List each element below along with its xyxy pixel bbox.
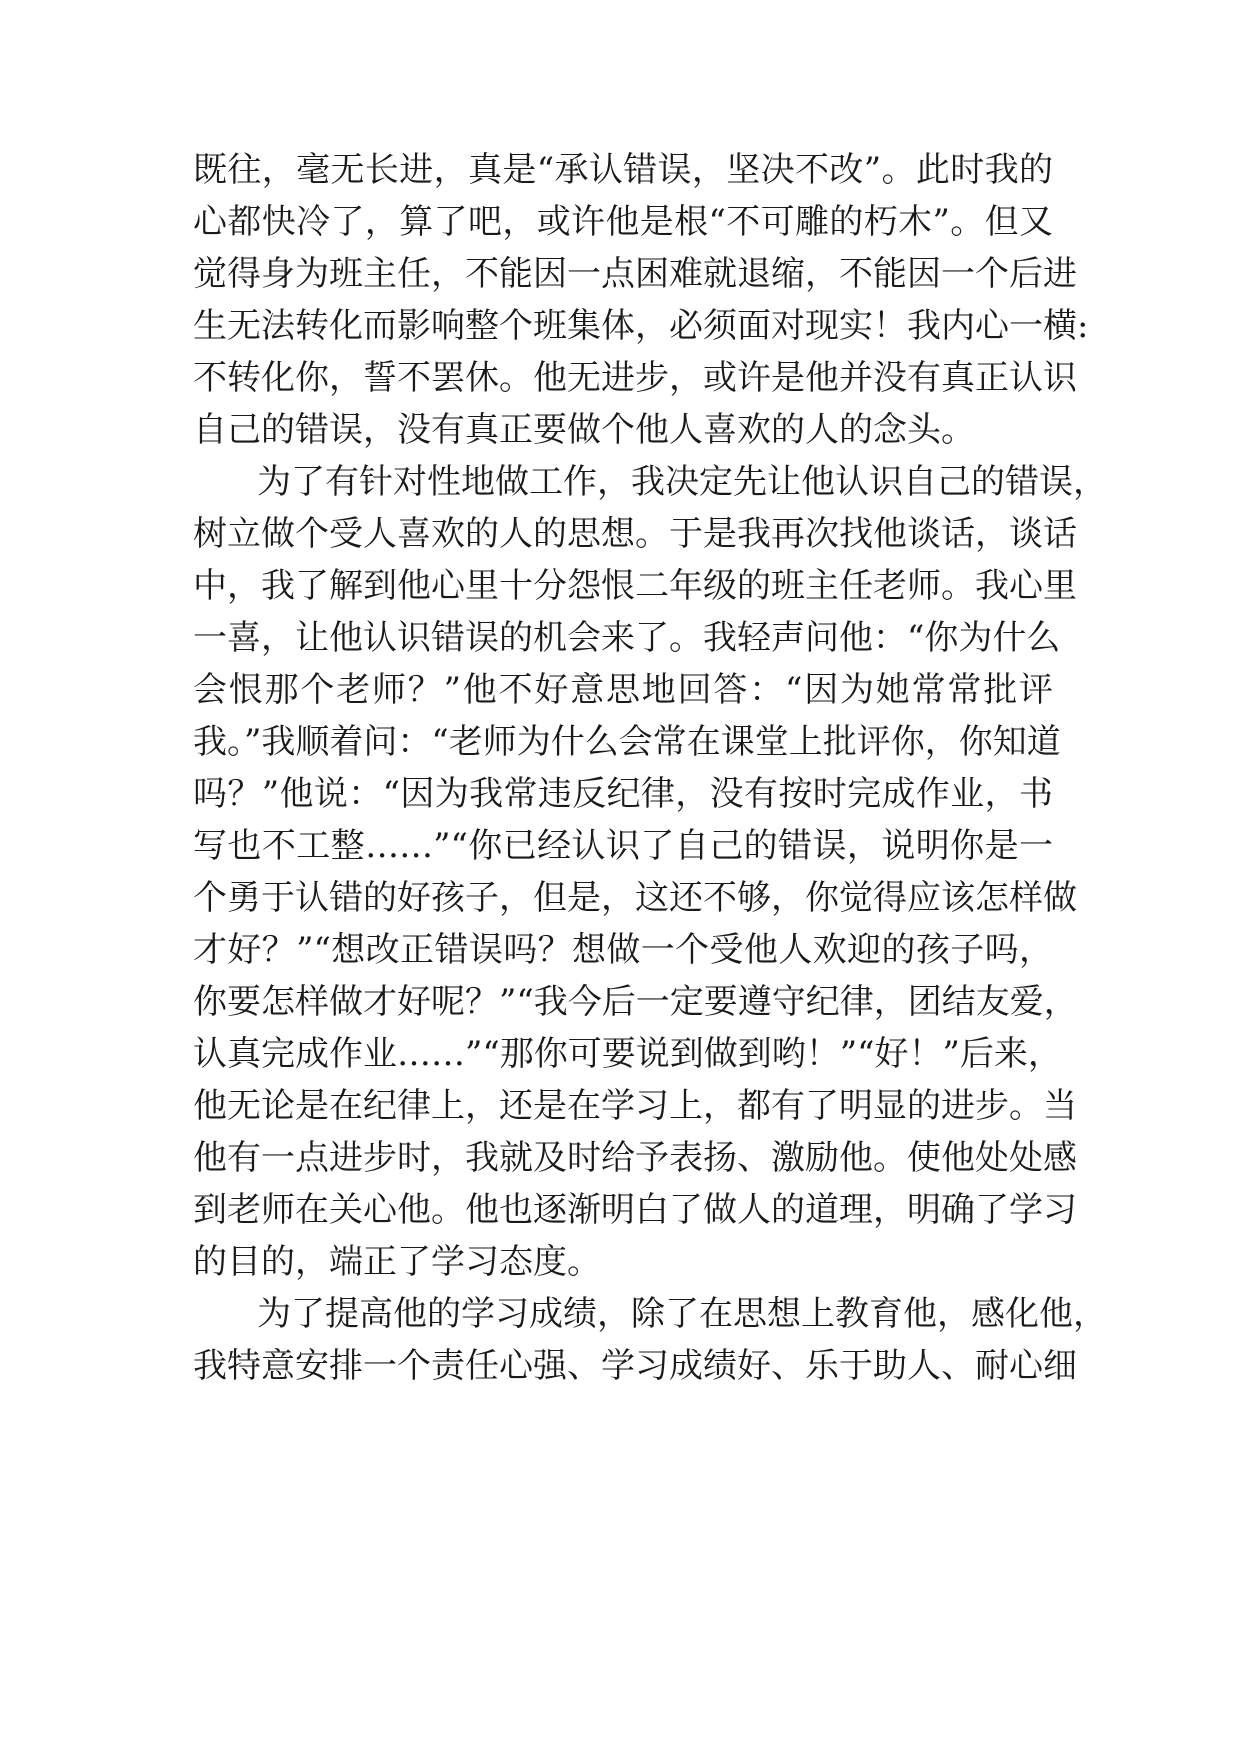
paragraph-2-line-16: 的目的，端正了学习态度。 — [193, 1242, 601, 1282]
paragraph-2-line-14: 他有一点进步时，我就及时给予表扬、激励他。使他处处感 — [193, 1138, 1077, 1178]
paragraph-1-line-3: 觉得身为班主任，不能因一点困难就退缩，不能因一个后进 — [193, 254, 1077, 294]
paragraph-2-line-9: 个勇于认错的好孩子，但是，这还不够，你觉得应该怎样做 — [193, 878, 1077, 918]
paragraph-1-line-2: 心都快冷了，算了吧，或许他是根“不可雕的朽木”。但又 — [193, 202, 1053, 242]
paragraph-2-line-13: 他无论是在纪律上，还是在学习上，都有了明显的进步。当 — [193, 1086, 1077, 1126]
paragraph-2-line-15: 到老师在关心他。他也逐渐明白了做人的道理，明确了学习 — [193, 1190, 1077, 1230]
paragraph-1-line-1: 既往，毫无长进，真是“承认错误，坚决不改”。此时我的 — [193, 150, 1053, 190]
paragraph-3-line-1: 为了提高他的学习成绩，除了在思想上教育他，感化他， — [257, 1294, 1107, 1334]
paragraph-2-line-6: 我。”我顺着问：“老师为什么会常在课堂上批评你，你知道 — [193, 722, 1061, 762]
paragraph-2-line-8: 写也不工整……”“你已经认识了自己的错误，说明你是一 — [193, 826, 1053, 866]
paragraph-2-line-2: 树立做个受人喜欢的人的思想。于是我再次找他谈话，谈话 — [193, 514, 1077, 554]
paragraph-1-line-4: 生无法转化而影响整个班集体，必须面对现实！我内心一横: — [193, 306, 1089, 346]
paragraph-2-line-7: 吗？”他说：“因为我常违反纪律，没有按时完成作业，书 — [193, 774, 1053, 814]
paragraph-2-line-1: 为了有针对性地做工作，我决定先让他认识自己的错误， — [257, 462, 1107, 502]
paragraph-1-line-5: 不转化你，誓不罢休。他无进步，或许是他并没有真正认识 — [193, 358, 1077, 398]
paragraph-3-line-2: 我特意安排一个责任心强、学习成绩好、乐于助人、耐心细 — [193, 1346, 1077, 1386]
paragraph-2-line-10: 才好？”“想改正错误吗？想做一个受他人欢迎的孩子吗， — [193, 930, 1053, 970]
paragraph-2-line-11: 你要怎样做才好呢？”“我今后一定要遵守纪律，团结友爱， — [193, 982, 1078, 1022]
paragraph-1-line-6: 自己的错误，没有真正要做个他人喜欢的人的念头。 — [193, 410, 975, 450]
paragraph-2-line-12: 认真完成作业……”“那你可要说到做到哟！”“好！”后来， — [193, 1034, 1062, 1074]
paragraph-2-line-5: 会恨那个老师？”他不好意思地回答：“因为她常常批评 — [193, 670, 1053, 710]
paragraph-2-line-4: 一喜，让他认识错误的机会来了。我轻声问他：“你为什么 — [193, 618, 1061, 658]
body-text — [193, 0, 1107, 1754]
paragraph-2-line-3: 中，我了解到他心里十分怨恨二年级的班主任老师。我心里 — [193, 566, 1077, 606]
